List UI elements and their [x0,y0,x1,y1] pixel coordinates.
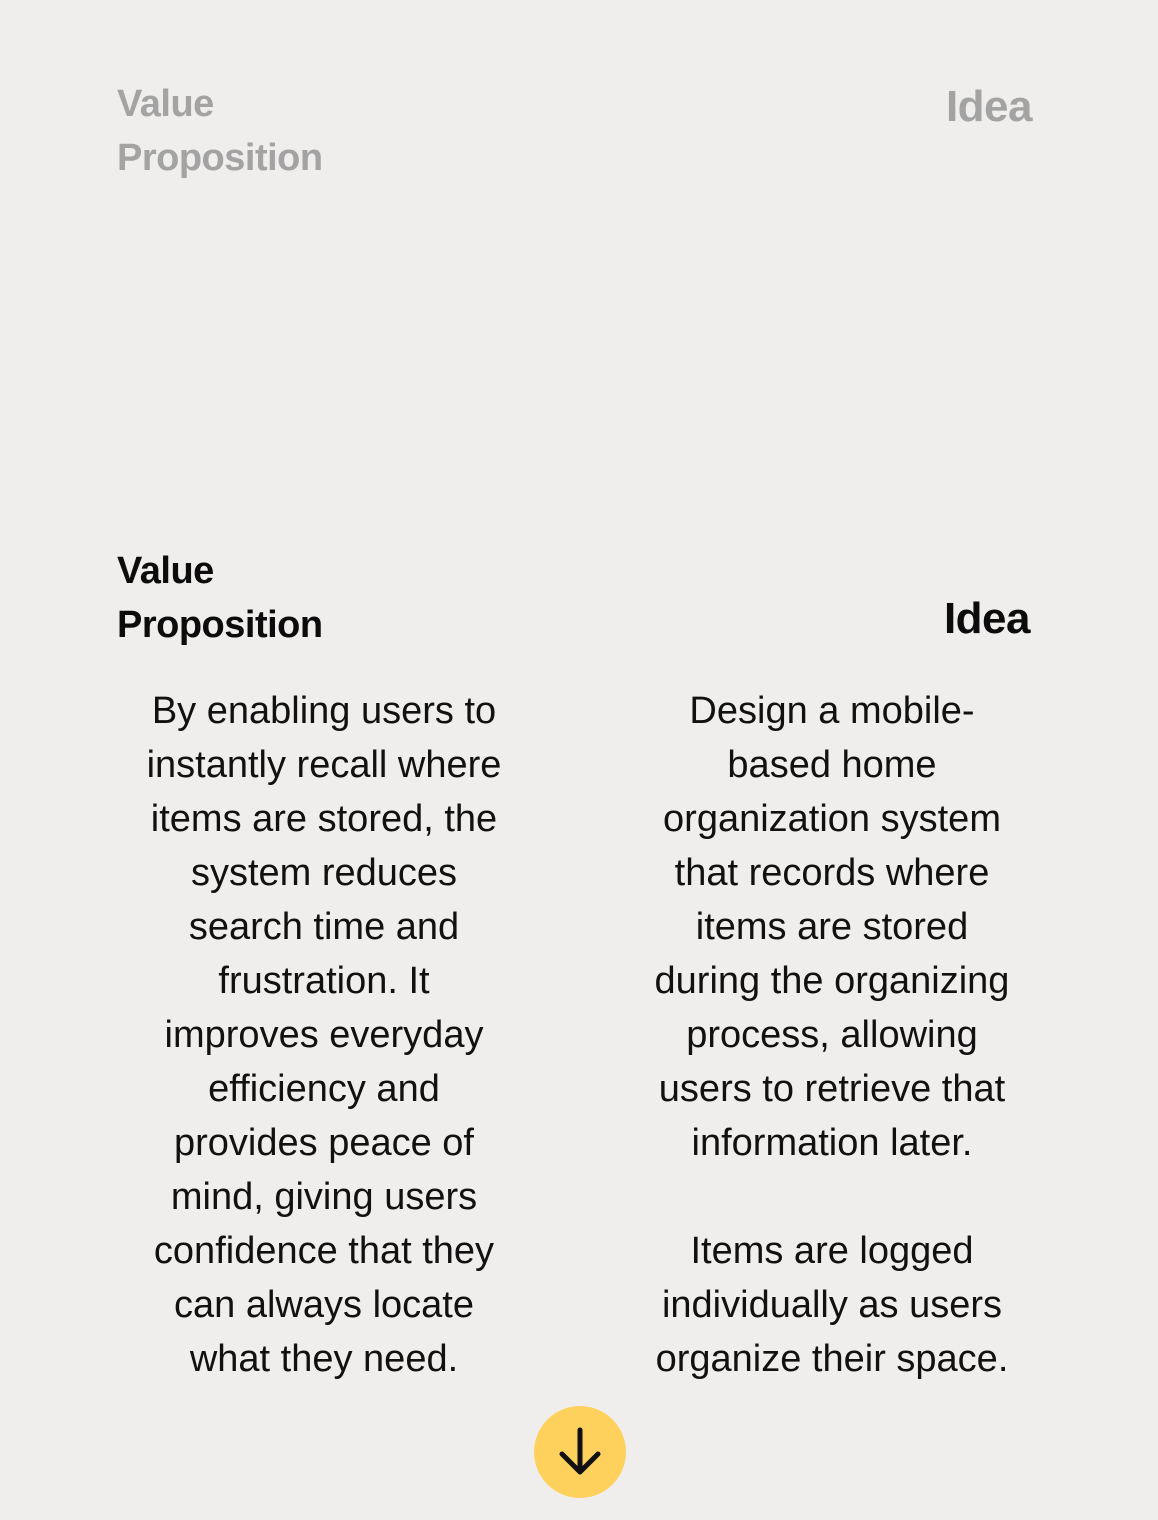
arrow-down-icon [549,1421,611,1483]
idea-text: Design a mobile- based home organization system that records where items are stored during the organizing process, allowing users to retrieve that information later. Items are logged individually as users organize their space. [654,690,1010,1380]
ghost-title-line-2: Proposition [117,137,323,179]
value-proposition-title [117,544,437,652]
ghost-idea-title: Idea [945,82,1032,131]
idea-title: Idea [943,594,1030,643]
ghost-value-proposition-title [117,77,437,185]
scroll-down-button[interactable] [534,1406,626,1498]
title-line-2: Proposition [117,604,323,646]
title-line-1: Value [117,550,214,592]
ghost-title-line-1: Value [117,83,214,125]
value-proposition-text: By enabling users to instantly recall where items are stored, the system reduces search time and frustration. It improves everyday efficiency and provides peace of mind, giving users confidence that they can always locate what they need. [146,690,502,1380]
